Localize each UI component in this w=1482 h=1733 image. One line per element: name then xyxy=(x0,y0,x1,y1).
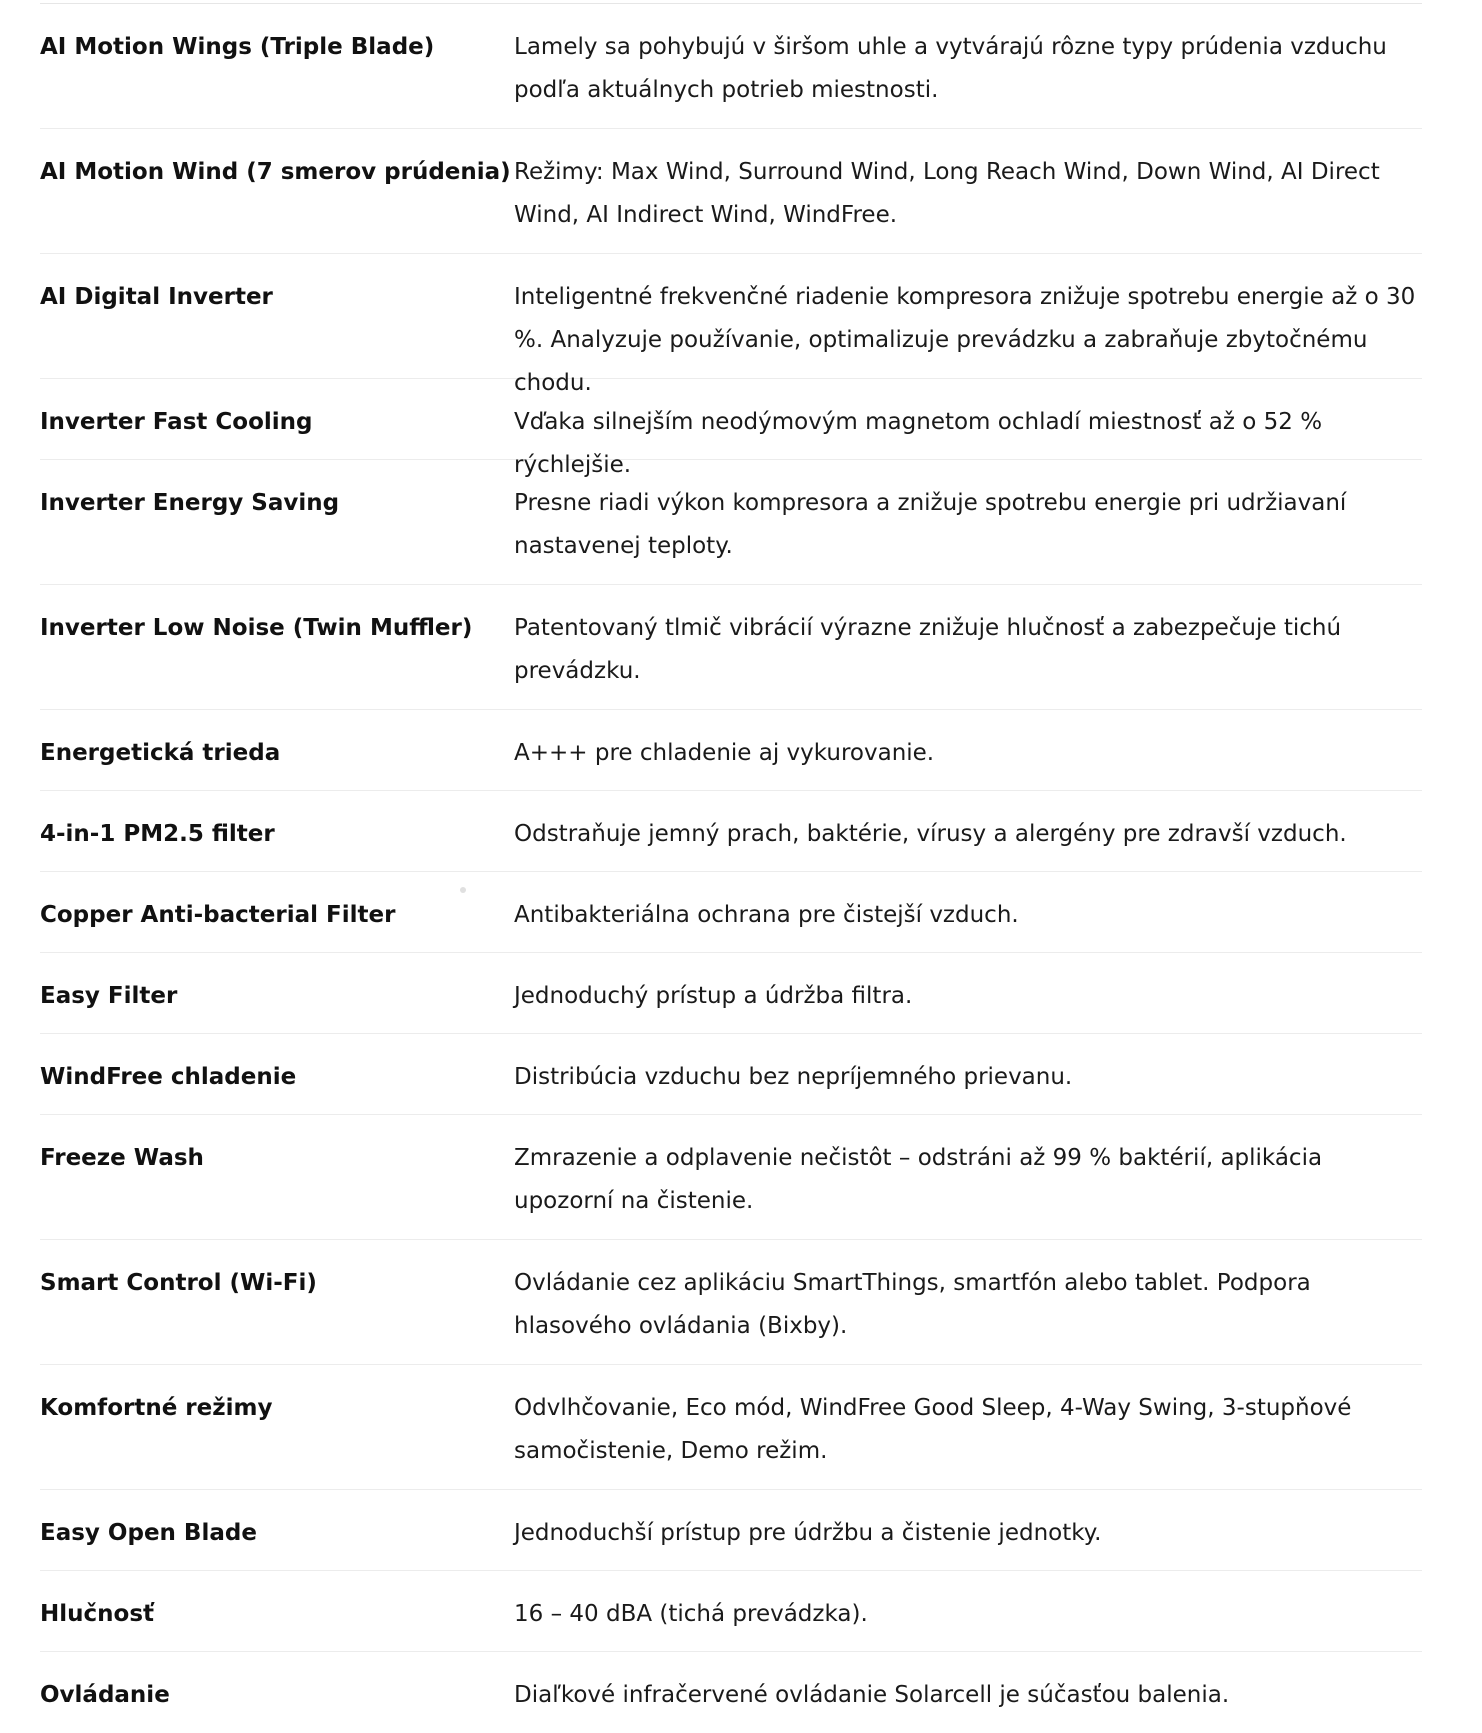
table-row xyxy=(40,129,1422,254)
spec-name: AI Digital Inverter xyxy=(40,284,273,310)
spec-name: AI Motion Wings (Triple Blade) xyxy=(40,34,435,60)
table-row xyxy=(40,4,1422,129)
table-row xyxy=(40,254,1422,396)
spec-description: Patentovaný tlmič vibrácií výrazne znižuje hlučnosť a zabezpečuje tichú prevádzku. xyxy=(514,615,1342,684)
spec-name: Inverter Low Noise (Twin Muffler) xyxy=(40,615,473,641)
spec-description: Presne riadi výkon kompresora a znižuje spotrebu energie pri udržiavaní nastavenej teploty. xyxy=(514,490,1347,559)
table-row xyxy=(40,872,1422,953)
spec-name: Smart Control (Wi-Fi) xyxy=(40,1270,317,1296)
spec-description: 16 – 40 dBA (tichá prevádzka). xyxy=(514,1601,868,1627)
table-row xyxy=(40,1365,1422,1490)
table-row xyxy=(40,379,1422,478)
table-row xyxy=(40,953,1422,1034)
spec-description: Zmrazenie a odplavenie nečistôt – odstráni až 99 % baktérií, aplikácia upozorní na čistenie. xyxy=(514,1145,1323,1214)
spec-description: Jednoduchý prístup a údržba filtra. xyxy=(514,983,913,1009)
spec-name: Easy Filter xyxy=(40,983,178,1009)
spec-name: AI Motion Wind (7 smerov prúdenia) xyxy=(40,159,511,185)
spec-name: Freeze Wash xyxy=(40,1145,204,1171)
spec-description: Distribúcia vzduchu bez nepríjemného prievanu. xyxy=(514,1064,1073,1090)
spec-description: A+++ pre chladenie aj vykurovanie. xyxy=(514,740,935,766)
table-row xyxy=(40,1652,1422,1733)
spec-name: Energetická trieda xyxy=(40,740,281,766)
table-row xyxy=(40,1115,1422,1240)
table-row xyxy=(40,791,1422,872)
table-row xyxy=(40,710,1422,791)
spec-description: Antibakteriálna ochrana pre čistejší vzduch. xyxy=(514,902,1019,928)
table-row xyxy=(40,1571,1422,1652)
spec-description: Režimy: Max Wind, Surround Wind, Long Reach Wind, Down Wind, AI Direct Wind, AI Indirect Wind, WindFree. xyxy=(514,159,1380,228)
table-row xyxy=(40,1240,1422,1365)
table-row xyxy=(40,1490,1422,1571)
spec-description: Odstraňuje jemný prach, baktérie, vírusy a alergény pre zdravší vzduch. xyxy=(514,821,1347,847)
spec-description: Inteligentné frekvenčné riadenie kompresora znižuje spotrebu energie až o 30 %. Analyzuje používanie, optimalizuje prevádzku a zabraňuje zbytočnému chodu. xyxy=(514,284,1416,396)
spec-name: Ovládanie xyxy=(40,1682,170,1708)
spec-name: Inverter Fast Cooling xyxy=(40,409,313,435)
spec-description: Lamely sa pohybujú v širšom uhle a vytvárajú rôzne typy prúdenia vzduchu podľa aktuálnych potrieb miestnosti. xyxy=(514,34,1387,103)
table-row xyxy=(40,1034,1422,1115)
table-row xyxy=(40,460,1422,585)
spec-description: Ovládanie cez aplikáciu SmartThings, smartfón alebo tablet. Podpora hlasového ovládania (Bixby). xyxy=(514,1270,1311,1339)
spec-description: Jednoduchší prístup pre údržbu a čistenie jednotky. xyxy=(514,1520,1102,1546)
spec-description: Vďaka silnejším neodýmovým magnetom ochladí miestnosť až o 52 % rýchlejšie. xyxy=(514,409,1323,478)
spec-name: 4-in-1 PM2.5 filter xyxy=(40,821,275,847)
spec-description: Diaľkové infračervené ovládanie Solarcell je súčasťou balenia. xyxy=(514,1682,1230,1708)
table-row xyxy=(40,585,1422,710)
decorative-dot xyxy=(460,887,466,893)
spec-name: Easy Open Blade xyxy=(40,1520,257,1546)
spec-name: Hlučnosť xyxy=(40,1601,155,1627)
spec-name: Copper Anti-bacterial Filter xyxy=(40,902,396,928)
spec-description: Odvlhčovanie, Eco mód, WindFree Good Sleep, 4-Way Swing, 3-stupňové samočistenie, Demo režim. xyxy=(514,1395,1352,1464)
spec-name: WindFree chladenie xyxy=(40,1064,297,1090)
spec-name: Inverter Energy Saving xyxy=(40,490,340,516)
spec-name: Komfortné režimy xyxy=(40,1395,273,1421)
spec-table xyxy=(40,3,1422,1733)
